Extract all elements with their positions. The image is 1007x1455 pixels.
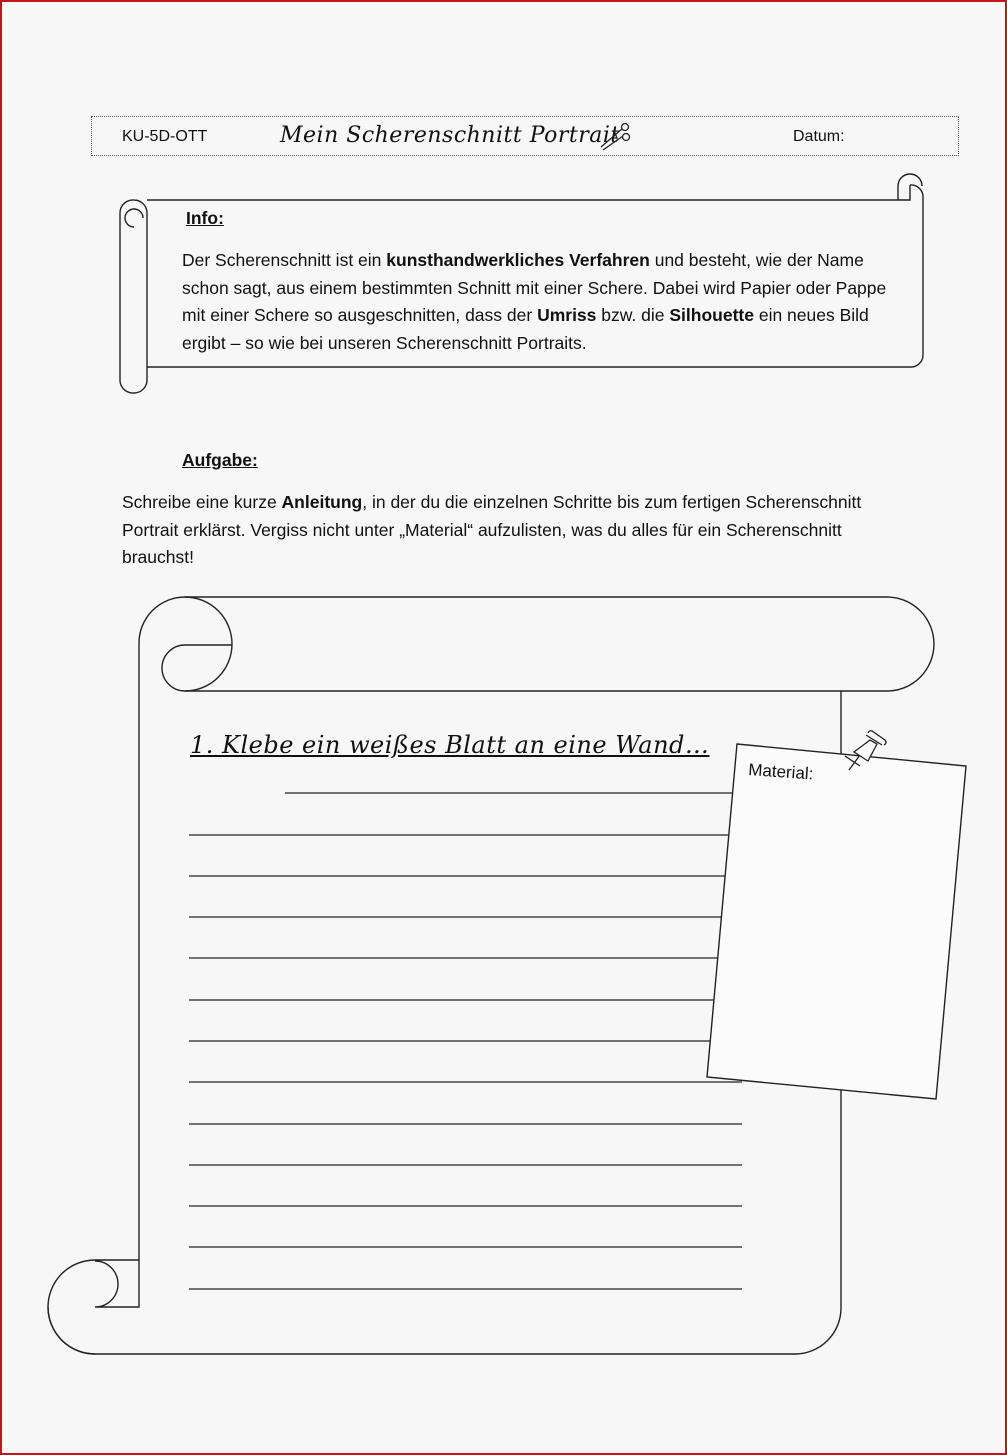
text-run: Schreibe eine kurze bbox=[122, 492, 282, 512]
info-heading: Info: bbox=[186, 208, 224, 228]
text-run: und besteht, wie der Name schon sagt, aus einem bestimmten Schnitt mit einer Schere. Dabei wird Papier oder Pappe mit einer Schere so ausgeschnitten, dass der bbox=[182, 250, 887, 325]
material-label: Material: bbox=[747, 760, 815, 784]
text-run: kunsthandwerkliches Verfahren bbox=[386, 250, 650, 270]
text-run: Der Scherenschnitt ist ein bbox=[182, 250, 387, 270]
text-run: bzw. die bbox=[596, 305, 670, 325]
task-heading: Aufgabe: bbox=[182, 450, 258, 470]
text-run: Silhouette bbox=[669, 305, 754, 325]
text-run: Umriss bbox=[537, 305, 597, 325]
header-bar bbox=[91, 116, 959, 156]
handwritten-answer: 1. Klebe ein weißes Blatt an eine Wand… bbox=[190, 731, 710, 759]
worksheet-title: Mein Scherenschnitt Portrait bbox=[280, 123, 620, 148]
info-text bbox=[182, 247, 902, 357]
class-code: KU-5D-OTT bbox=[122, 128, 208, 145]
writing-lines bbox=[189, 793, 742, 1289]
text-run: ein neues Bild ergibt – so wie bei unseren Scherenschnitt Portraits. bbox=[182, 305, 869, 353]
material-note bbox=[707, 744, 966, 1099]
task-text bbox=[122, 489, 902, 572]
scissors-icon bbox=[597, 119, 633, 155]
text-run: , in der du die einzelnen Schritte bis zum fertigen Scherenschnitt Portrait erklärst. Vergiss nicht unter „Material“ aufzulisten, was du alles für ein Scherenschnitt brauchst! bbox=[122, 492, 862, 567]
text-run: Anleitung bbox=[281, 492, 363, 512]
date-label: Datum: bbox=[793, 128, 845, 145]
